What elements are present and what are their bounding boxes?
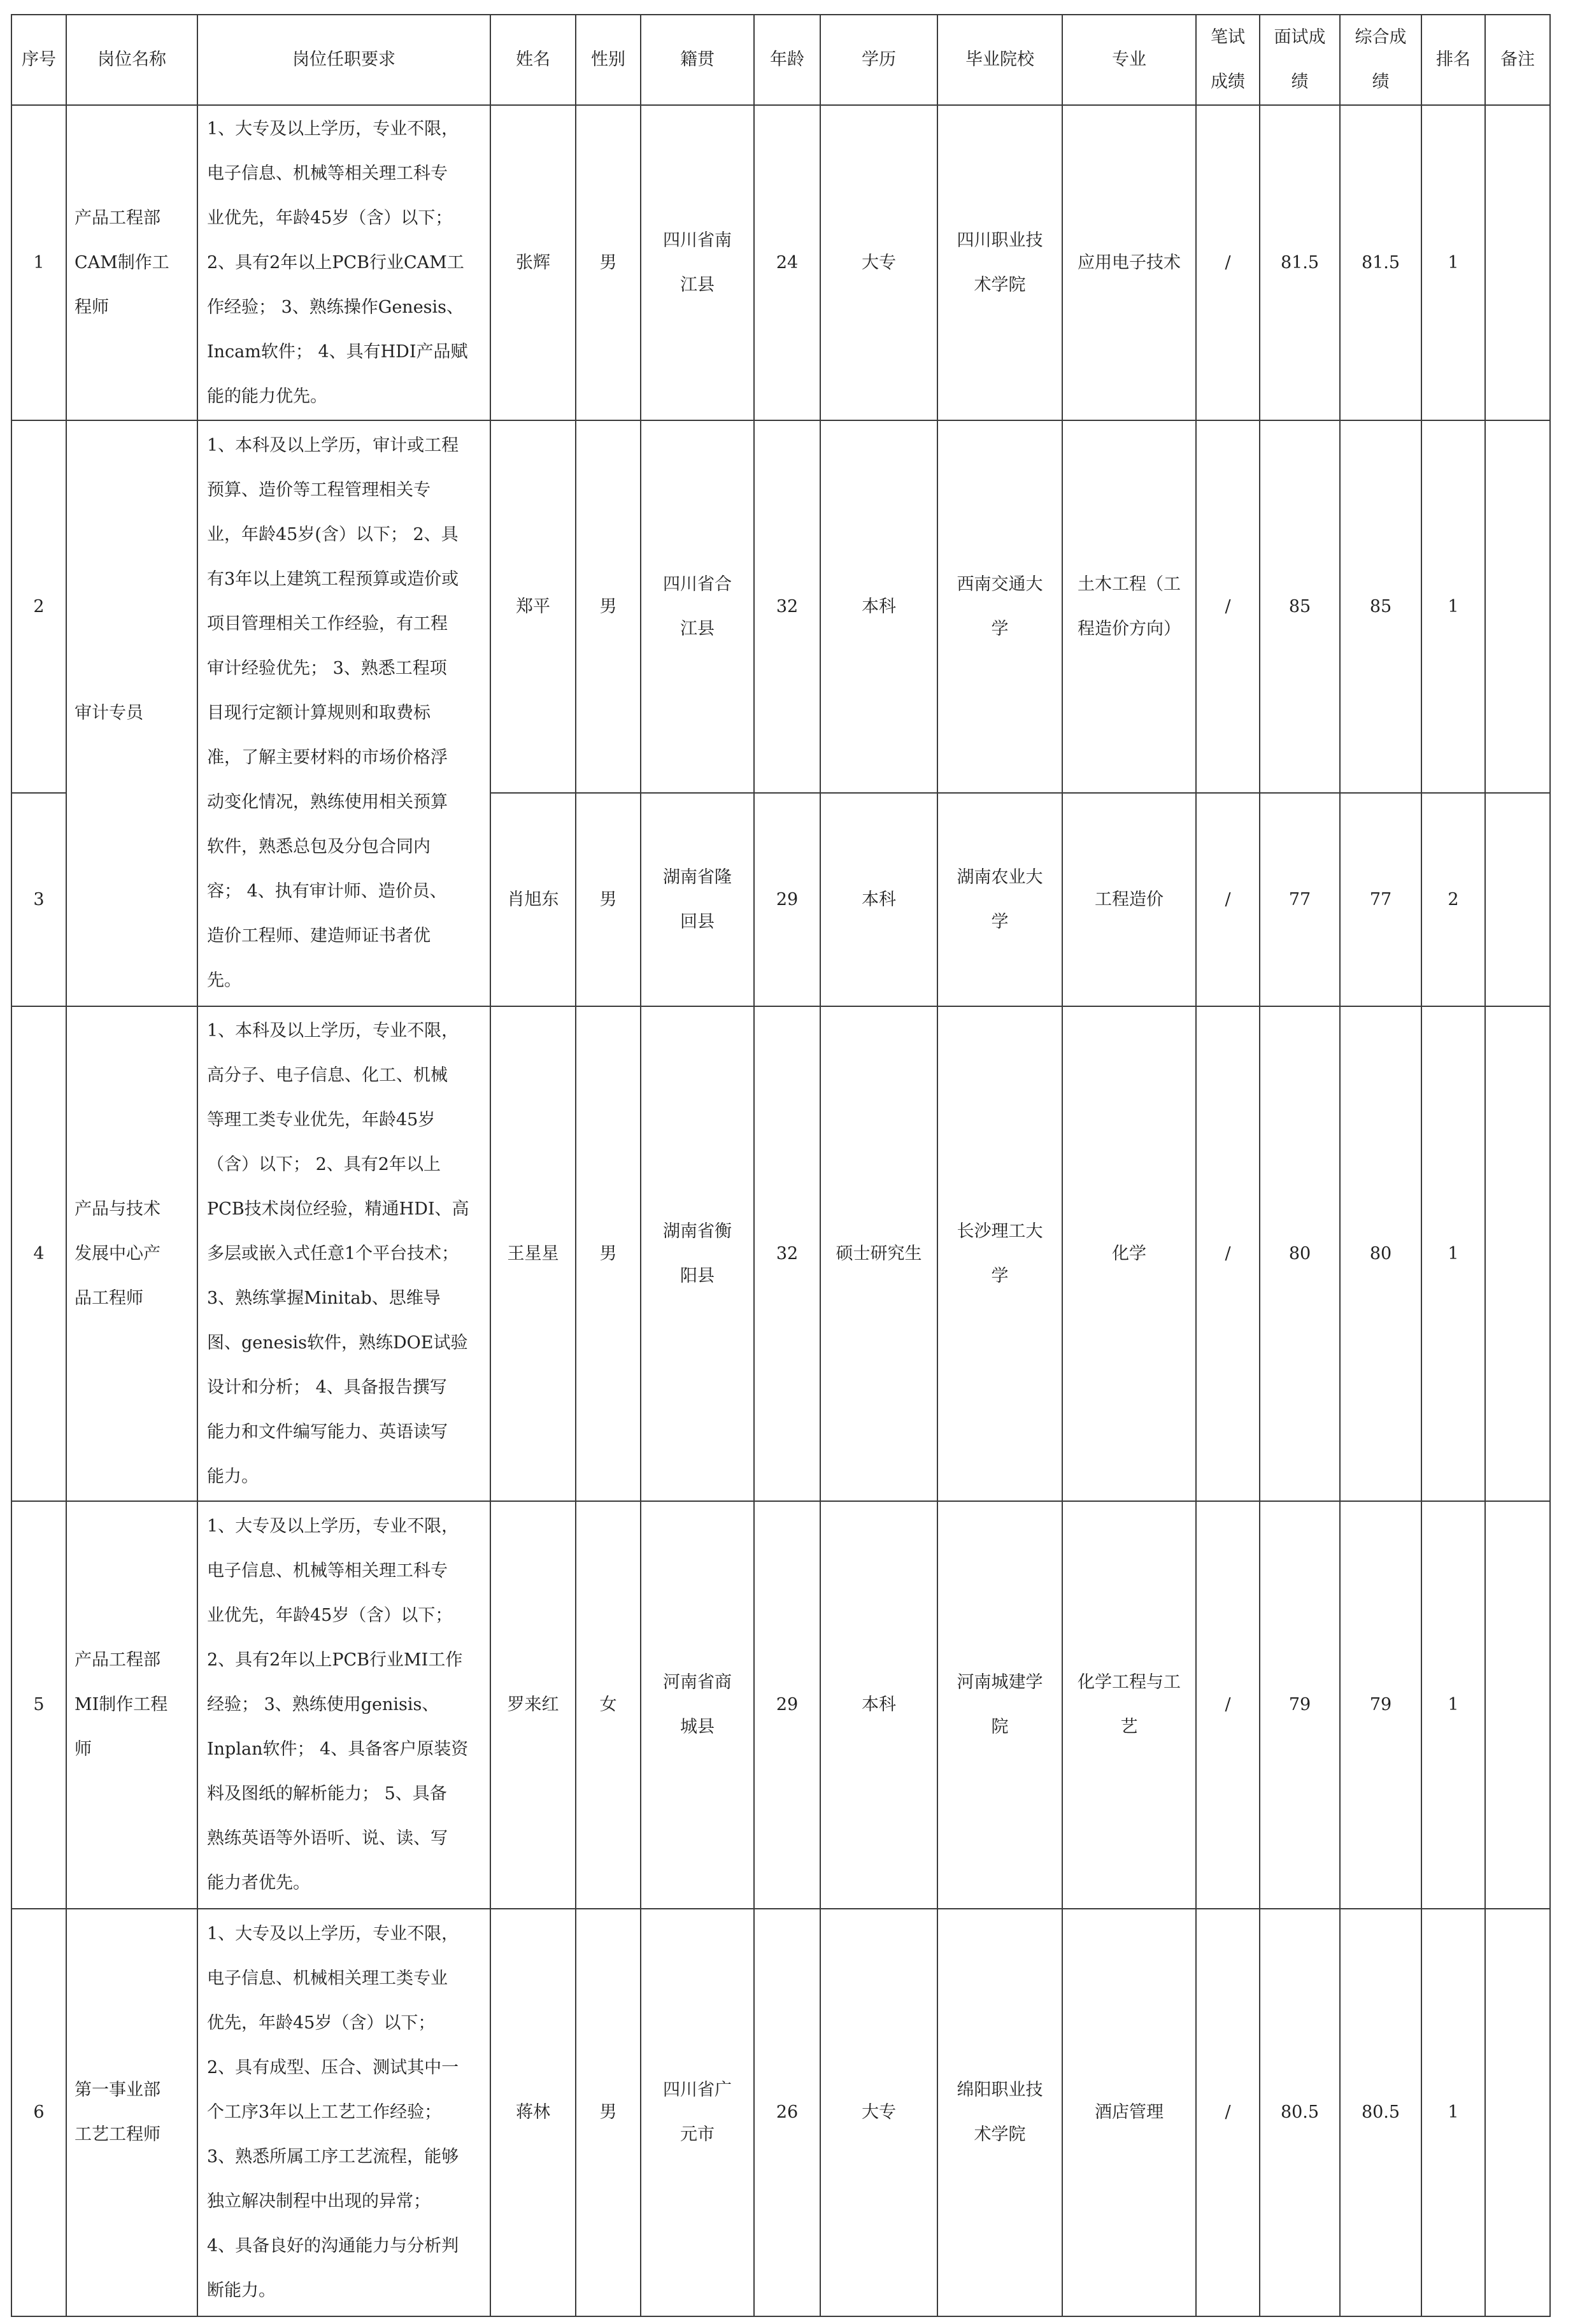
cell-gender: 男 [576,1909,641,2316]
cell-position: 产品工程部 MI制作工程 师 [66,1501,197,1909]
header-cell-no: 序号 [11,15,66,105]
cell-written-score: / [1196,1909,1260,2316]
header-cell-interview-score: 面试成 绩 [1260,15,1340,105]
cell-age: 29 [754,1501,820,1909]
cell-total-score: 81.5 [1340,105,1421,420]
cell-name: 郑平 [490,420,576,793]
cell-gender: 男 [576,420,641,793]
cell-written-score: / [1196,1006,1260,1501]
cell-interview-score: 80 [1260,1006,1340,1501]
cell-school: 四川职业技 术学院 [937,105,1062,420]
cell-remark [1485,1501,1550,1909]
cell-remark [1485,1909,1550,2316]
cell-school: 绵阳职业技 术学院 [937,1909,1062,2316]
cell-no: 5 [11,1501,66,1909]
cell-remark [1485,420,1550,793]
cell-gender: 男 [576,1006,641,1501]
cell-total-score: 77 [1340,793,1421,1006]
cell-major: 土木工程（工 程造价方向） [1062,420,1196,793]
cell-position: 审计专员 [66,420,197,1006]
cell-native-place: 四川省南 江县 [641,105,754,420]
cell-age: 32 [754,420,820,793]
cell-age: 26 [754,1909,820,2316]
cell-rank: 1 [1421,1909,1485,2316]
header-cell-requirements: 岗位任职要求 [197,15,490,105]
cell-education: 本科 [820,1501,937,1909]
cell-school: 西南交通大 学 [937,420,1062,793]
cell-name: 张辉 [490,105,576,420]
header-cell-native-place: 籍贯 [641,15,754,105]
cell-education: 大专 [820,105,937,420]
cell-requirements: 1、大专及以上学历，专业不限， 电子信息、机械等相关理工科专 业优先，年龄45岁（含）以下； 2、具有2年以上PCB行业CAM工 作经验； 3、熟练操作Genesis、 Incam软件； 4、具有HDI产品赋 能的能力优先。 [197,105,490,420]
cell-major: 化学 [1062,1006,1196,1501]
cell-major: 酒店管理 [1062,1909,1196,2316]
header-row [11,15,1550,105]
cell-age: 32 [754,1006,820,1501]
cell-total-score: 79 [1340,1501,1421,1909]
cell-school: 长沙理工大 学 [937,1006,1062,1501]
cell-native-place: 湖南省衡 阳县 [641,1006,754,1501]
cell-position: 产品工程部 CAM制作工 程师 [66,105,197,420]
cell-interview-score: 80.5 [1260,1909,1340,2316]
cell-name: 罗来红 [490,1501,576,1909]
table-row [11,1909,1550,2316]
cell-school: 河南城建学 院 [937,1501,1062,1909]
cell-total-score: 85 [1340,420,1421,793]
cell-name: 肖旭东 [490,793,576,1006]
header-cell-remark: 备注 [1485,15,1550,105]
cell-rank: 1 [1421,420,1485,793]
recruitment-results-table [11,14,1551,2317]
header-cell-gender: 性别 [576,15,641,105]
cell-education: 大专 [820,1909,937,2316]
cell-native-place: 河南省商 城县 [641,1501,754,1909]
cell-education: 本科 [820,420,937,793]
cell-remark [1485,1006,1550,1501]
cell-rank: 1 [1421,105,1485,420]
cell-education: 硕士研究生 [820,1006,937,1501]
cell-written-score: / [1196,420,1260,793]
header-cell-age: 年龄 [754,15,820,105]
cell-remark [1485,105,1550,420]
cell-native-place: 四川省合 江县 [641,420,754,793]
cell-interview-score: 77 [1260,793,1340,1006]
cell-age: 29 [754,793,820,1006]
cell-native-place: 湖南省隆 回县 [641,793,754,1006]
header-cell-written-score: 笔试 成绩 [1196,15,1260,105]
cell-major: 工程造价 [1062,793,1196,1006]
header-cell-name: 姓名 [490,15,576,105]
cell-total-score: 80.5 [1340,1909,1421,2316]
cell-no: 1 [11,105,66,420]
cell-interview-score: 81.5 [1260,105,1340,420]
cell-requirements: 1、本科及以上学历，审计或工程 预算、造价等工程管理相关专 业，年龄45岁(含）以下； 2、具 有3年以上建筑工程预算或造价或 项目管理相关工作经验，有工程 审计经验优先； 3、熟悉工程项 目现行定额计算规则和取费标 准，了解主要材料的市场价格浮 动变化情况，熟练使用相关预算 软件，熟悉总包及分包合同内 容； 4、执有审计师、造价员、 造价工程师、建造师证书者优 先。 [197,420,490,1006]
cell-written-score: / [1196,793,1260,1006]
cell-school: 湖南农业大 学 [937,793,1062,1006]
cell-gender: 男 [576,105,641,420]
table-row [11,1006,1550,1501]
cell-rank: 1 [1421,1006,1485,1501]
cell-no: 6 [11,1909,66,2316]
cell-remark [1485,793,1550,1006]
cell-position: 第一事业部 工艺工程师 [66,1909,197,2316]
cell-gender: 女 [576,1501,641,1909]
cell-age: 24 [754,105,820,420]
cell-rank: 2 [1421,793,1485,1006]
header-cell-education: 学历 [820,15,937,105]
cell-name: 蒋林 [490,1909,576,2316]
cell-requirements: 1、大专及以上学历，专业不限， 电子信息、机械等相关理工科专 业优先，年龄45岁（含）以下； 2、具有2年以上PCB行业MI工作 经验； 3、熟练使用genisis、 Inplan软件； 4、具备客户原装资 料及图纸的解析能力； 5、具备 熟练英语等外语听、说、读、写 能力者优先。 [197,1501,490,1909]
header-cell-position: 岗位名称 [66,15,197,105]
cell-rank: 1 [1421,1501,1485,1909]
header-cell-major: 专业 [1062,15,1196,105]
cell-position: 产品与技术 发展中心产 品工程师 [66,1006,197,1501]
cell-interview-score: 79 [1260,1501,1340,1909]
cell-total-score: 80 [1340,1006,1421,1501]
cell-written-score: / [1196,105,1260,420]
cell-written-score: / [1196,1501,1260,1909]
cell-name: 王星星 [490,1006,576,1501]
header-cell-rank: 排名 [1421,15,1485,105]
cell-interview-score: 85 [1260,420,1340,793]
cell-education: 本科 [820,793,937,1006]
table-row [11,420,1550,793]
header-cell-school: 毕业院校 [937,15,1062,105]
cell-native-place: 四川省广 元市 [641,1909,754,2316]
cell-requirements: 1、本科及以上学历，专业不限， 高分子、电子信息、化工、机械 等理工类专业优先，年龄45岁 （含）以下； 2、具有2年以上 PCB技术岗位经验，精通HDI、高 多层或嵌入式任意1个平台技术； 3、熟练掌握Minitab、思维导 图、genesis软件，熟练DOE试验 设计和分析； 4、具备报告撰写 能力和文件编写能力、英语读写 能力。 [197,1006,490,1501]
cell-no: 4 [11,1006,66,1501]
cell-requirements: 1、大专及以上学历，专业不限， 电子信息、机械相关理工类专业 优先，年龄45岁（含）以下； 2、具有成型、压合、测试其中一 个工序3年以上工艺工作经验； 3、熟悉所属工序工艺流程，能够 独立解决制程中出现的异常； 4、具备良好的沟通能力与分析判 断能力。 [197,1909,490,2316]
table-row [11,1501,1550,1909]
header-cell-total-score: 综合成 绩 [1340,15,1421,105]
cell-gender: 男 [576,793,641,1006]
cell-no: 3 [11,793,66,1006]
cell-no: 2 [11,420,66,793]
cell-major: 应用电子技术 [1062,105,1196,420]
table-row [11,105,1550,420]
cell-major: 化学工程与工 艺 [1062,1501,1196,1909]
